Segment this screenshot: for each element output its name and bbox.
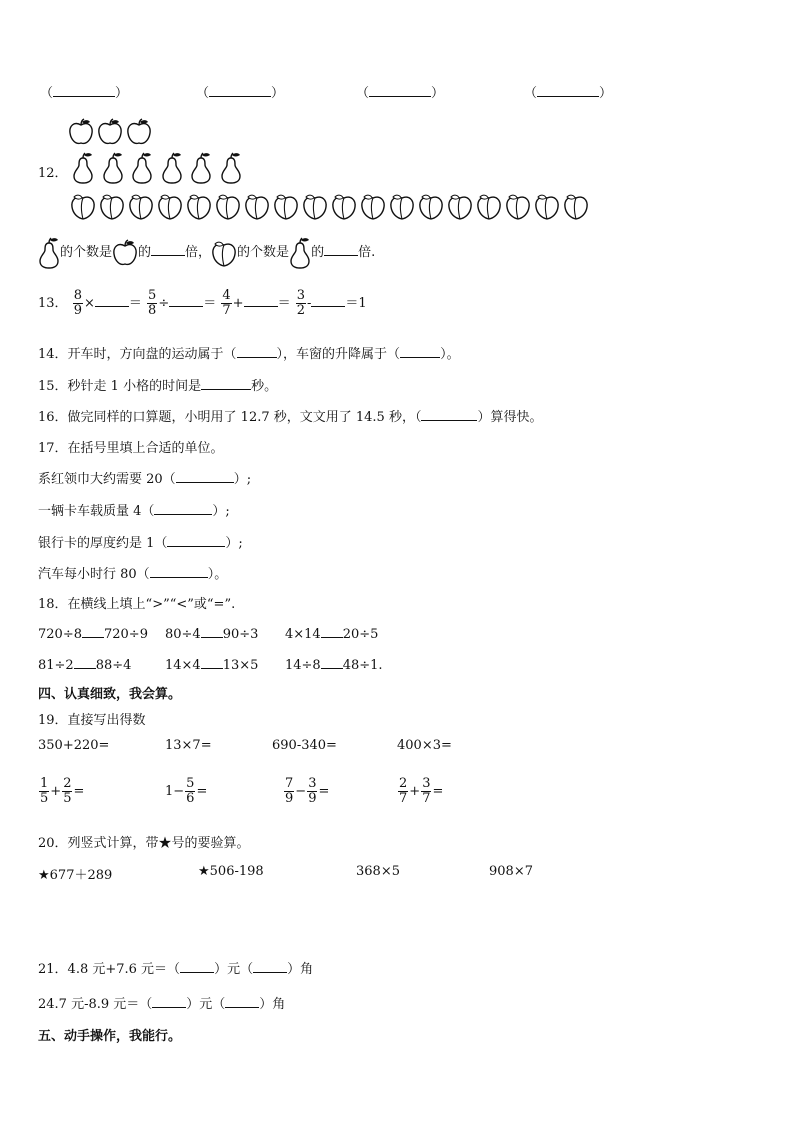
q21-blank[interactable] [225, 995, 259, 1008]
q18-item: 81÷2 88÷4 [38, 658, 132, 673]
peach-icon [157, 192, 183, 220]
peach-icon [215, 192, 241, 220]
fraction: $\frac{5}{8}$ [148, 288, 157, 318]
q12-blank-2[interactable] [324, 243, 358, 256]
peach-icon [447, 192, 473, 220]
peach-icon [302, 192, 328, 220]
q19-item: 400×3= [397, 738, 452, 753]
peach-icon [331, 192, 357, 220]
q18-blank[interactable] [321, 656, 343, 669]
peach-icon [128, 192, 154, 220]
peach-icon [360, 192, 386, 220]
pear-icon [289, 237, 311, 269]
pear-icon [220, 152, 242, 184]
q17-blank-1[interactable] [176, 470, 234, 483]
pear-icon [72, 152, 94, 184]
q18-blank[interactable] [82, 625, 104, 638]
q19-fraction-item: $\frac{1}{5}$ + $\frac{2}{5}$ = [40, 776, 85, 806]
section-4-heading: 四、认真细致，我会算。 [38, 687, 182, 702]
q21-line-1: 21．4.8 元+7.6 元＝（ ）元（ ）角 [38, 962, 314, 977]
q21-blank[interactable] [253, 960, 287, 973]
q18-item: 720÷8 720÷9 [38, 627, 148, 642]
q14: 14．开车时，方向盘的运动属于（ ），车窗的升降属于（ ）。 [38, 347, 460, 362]
q19-item: 13×7= [165, 738, 212, 753]
apple-icon [112, 239, 138, 267]
pear-icon [38, 237, 60, 269]
q17-blank-4[interactable] [150, 565, 208, 578]
q20-item: ★677＋289 [38, 868, 113, 883]
q18-blank[interactable] [201, 656, 223, 669]
q19-fraction-item: $\frac{7}{9}$ − $\frac{3}{9}$ = [285, 776, 330, 806]
q18-item: 4×14 20÷5 [285, 627, 379, 642]
top-blank-3[interactable]: （ ） [356, 86, 445, 101]
fraction: $\frac{8}{9}$ [73, 288, 82, 318]
q17-line: 银行卡的厚度约是 1（ ）; [38, 536, 243, 551]
fraction: $\frac{4}{7}$ [222, 288, 231, 318]
q17-line: 汽车每小时行 80（ ）。 [38, 567, 228, 582]
q13-blank-1[interactable] [95, 294, 129, 307]
peach-icon [476, 192, 502, 220]
peach-icon [273, 192, 299, 220]
peach-icon [534, 192, 560, 220]
q20-item: ★506-198 [198, 864, 264, 879]
peach-icon [505, 192, 531, 220]
q13-blank-2[interactable] [169, 294, 203, 307]
apple-icon [126, 118, 152, 146]
apple-icon [68, 118, 94, 146]
pear-icon [102, 152, 124, 184]
q12-blank-1[interactable] [151, 243, 185, 256]
peach-icon [211, 239, 237, 267]
q16: 16．做完同样的口算题，小明用了 12.7 秒，文文用了 14.5 秒，（ ）算得快。 [38, 410, 543, 425]
pear-icon [38, 237, 60, 269]
q15: 15．秒针走 1 小格的时间是 秒。 [38, 379, 278, 394]
top-blank-4[interactable]: （ ） [524, 86, 613, 101]
q17-title: 17．在括号里填上合适的单位。 [38, 441, 224, 456]
q16-blank[interactable] [421, 408, 477, 421]
q18-item: 80÷4 90÷3 [165, 627, 259, 642]
q20-item: 908×7 [489, 864, 533, 879]
pear-icon [190, 152, 212, 184]
q17-blank-3[interactable] [167, 534, 225, 547]
q17-blank-2[interactable] [154, 502, 212, 515]
q13-blank-4[interactable] [311, 294, 345, 307]
q15-blank[interactable] [201, 377, 251, 390]
q20-item: 368×5 [356, 864, 400, 879]
q21-line-2: 24.7 元-8.9 元＝（ ）元（ ）角 [38, 997, 286, 1012]
q20-title: 20．列竖式计算，带★号的要验算。 [38, 836, 250, 851]
pear-icon [289, 237, 311, 269]
q19-item: 350+220= [38, 738, 110, 753]
q17-line: 系红领巾大约需要 20（ ）; [38, 472, 252, 487]
peach-icon [418, 192, 444, 220]
q19-fraction-item: $\frac{2}{7}$ + $\frac{3}{7}$ = [399, 776, 444, 806]
section-5-heading: 五、动手操作，我能行。 [38, 1029, 182, 1044]
peach-icon [244, 192, 270, 220]
q18-blank[interactable] [321, 625, 343, 638]
peach-icon [389, 192, 415, 220]
q19-item: 690-340= [272, 738, 337, 753]
apple-icon [112, 239, 138, 267]
q18-blank[interactable] [201, 625, 223, 638]
q13-equation: 13． $\frac{8}{9}$ × ＝ $\frac{5}{8}$ ÷ ＝ $\frac{4}{7}$ + ＝ $\frac{3}{2}$ - ＝1 [38, 288, 367, 318]
q17-line: 一辆卡车载质量 4（ ）; [38, 504, 230, 519]
fraction: $\frac{3}{2}$ [296, 288, 305, 318]
top-blank-1[interactable]: （ ） [40, 86, 129, 101]
peach-icon [70, 192, 96, 220]
q14-blank-2[interactable] [400, 345, 440, 358]
q21-blank[interactable] [152, 995, 186, 1008]
q18-item: 14÷8 48÷1. [285, 658, 383, 673]
peach-icon [99, 192, 125, 220]
pear-icon [131, 152, 153, 184]
q19-title: 19．直接写出得数 [38, 713, 146, 728]
q12-number: 12． [38, 166, 68, 181]
peach-icon [186, 192, 212, 220]
q18-item: 14×4 13×5 [165, 658, 259, 673]
peach-icon [211, 239, 237, 267]
top-blank-2[interactable]: （ ） [196, 86, 285, 101]
q21-blank[interactable] [180, 960, 214, 973]
peach-icon [563, 192, 589, 220]
q14-blank-1[interactable] [237, 345, 277, 358]
q18-title: 18．在横线上填上“>”“<”或“=”. [38, 597, 236, 612]
pear-icon [161, 152, 183, 184]
q13-blank-3[interactable] [244, 294, 278, 307]
q18-blank[interactable] [74, 656, 96, 669]
q12-sentence: 的个数是 的 倍， 的个数是 的 倍. [38, 236, 375, 270]
q19-fraction-item: 1− $\frac{5}{6}$ = [165, 776, 208, 806]
apple-icon [97, 118, 123, 146]
